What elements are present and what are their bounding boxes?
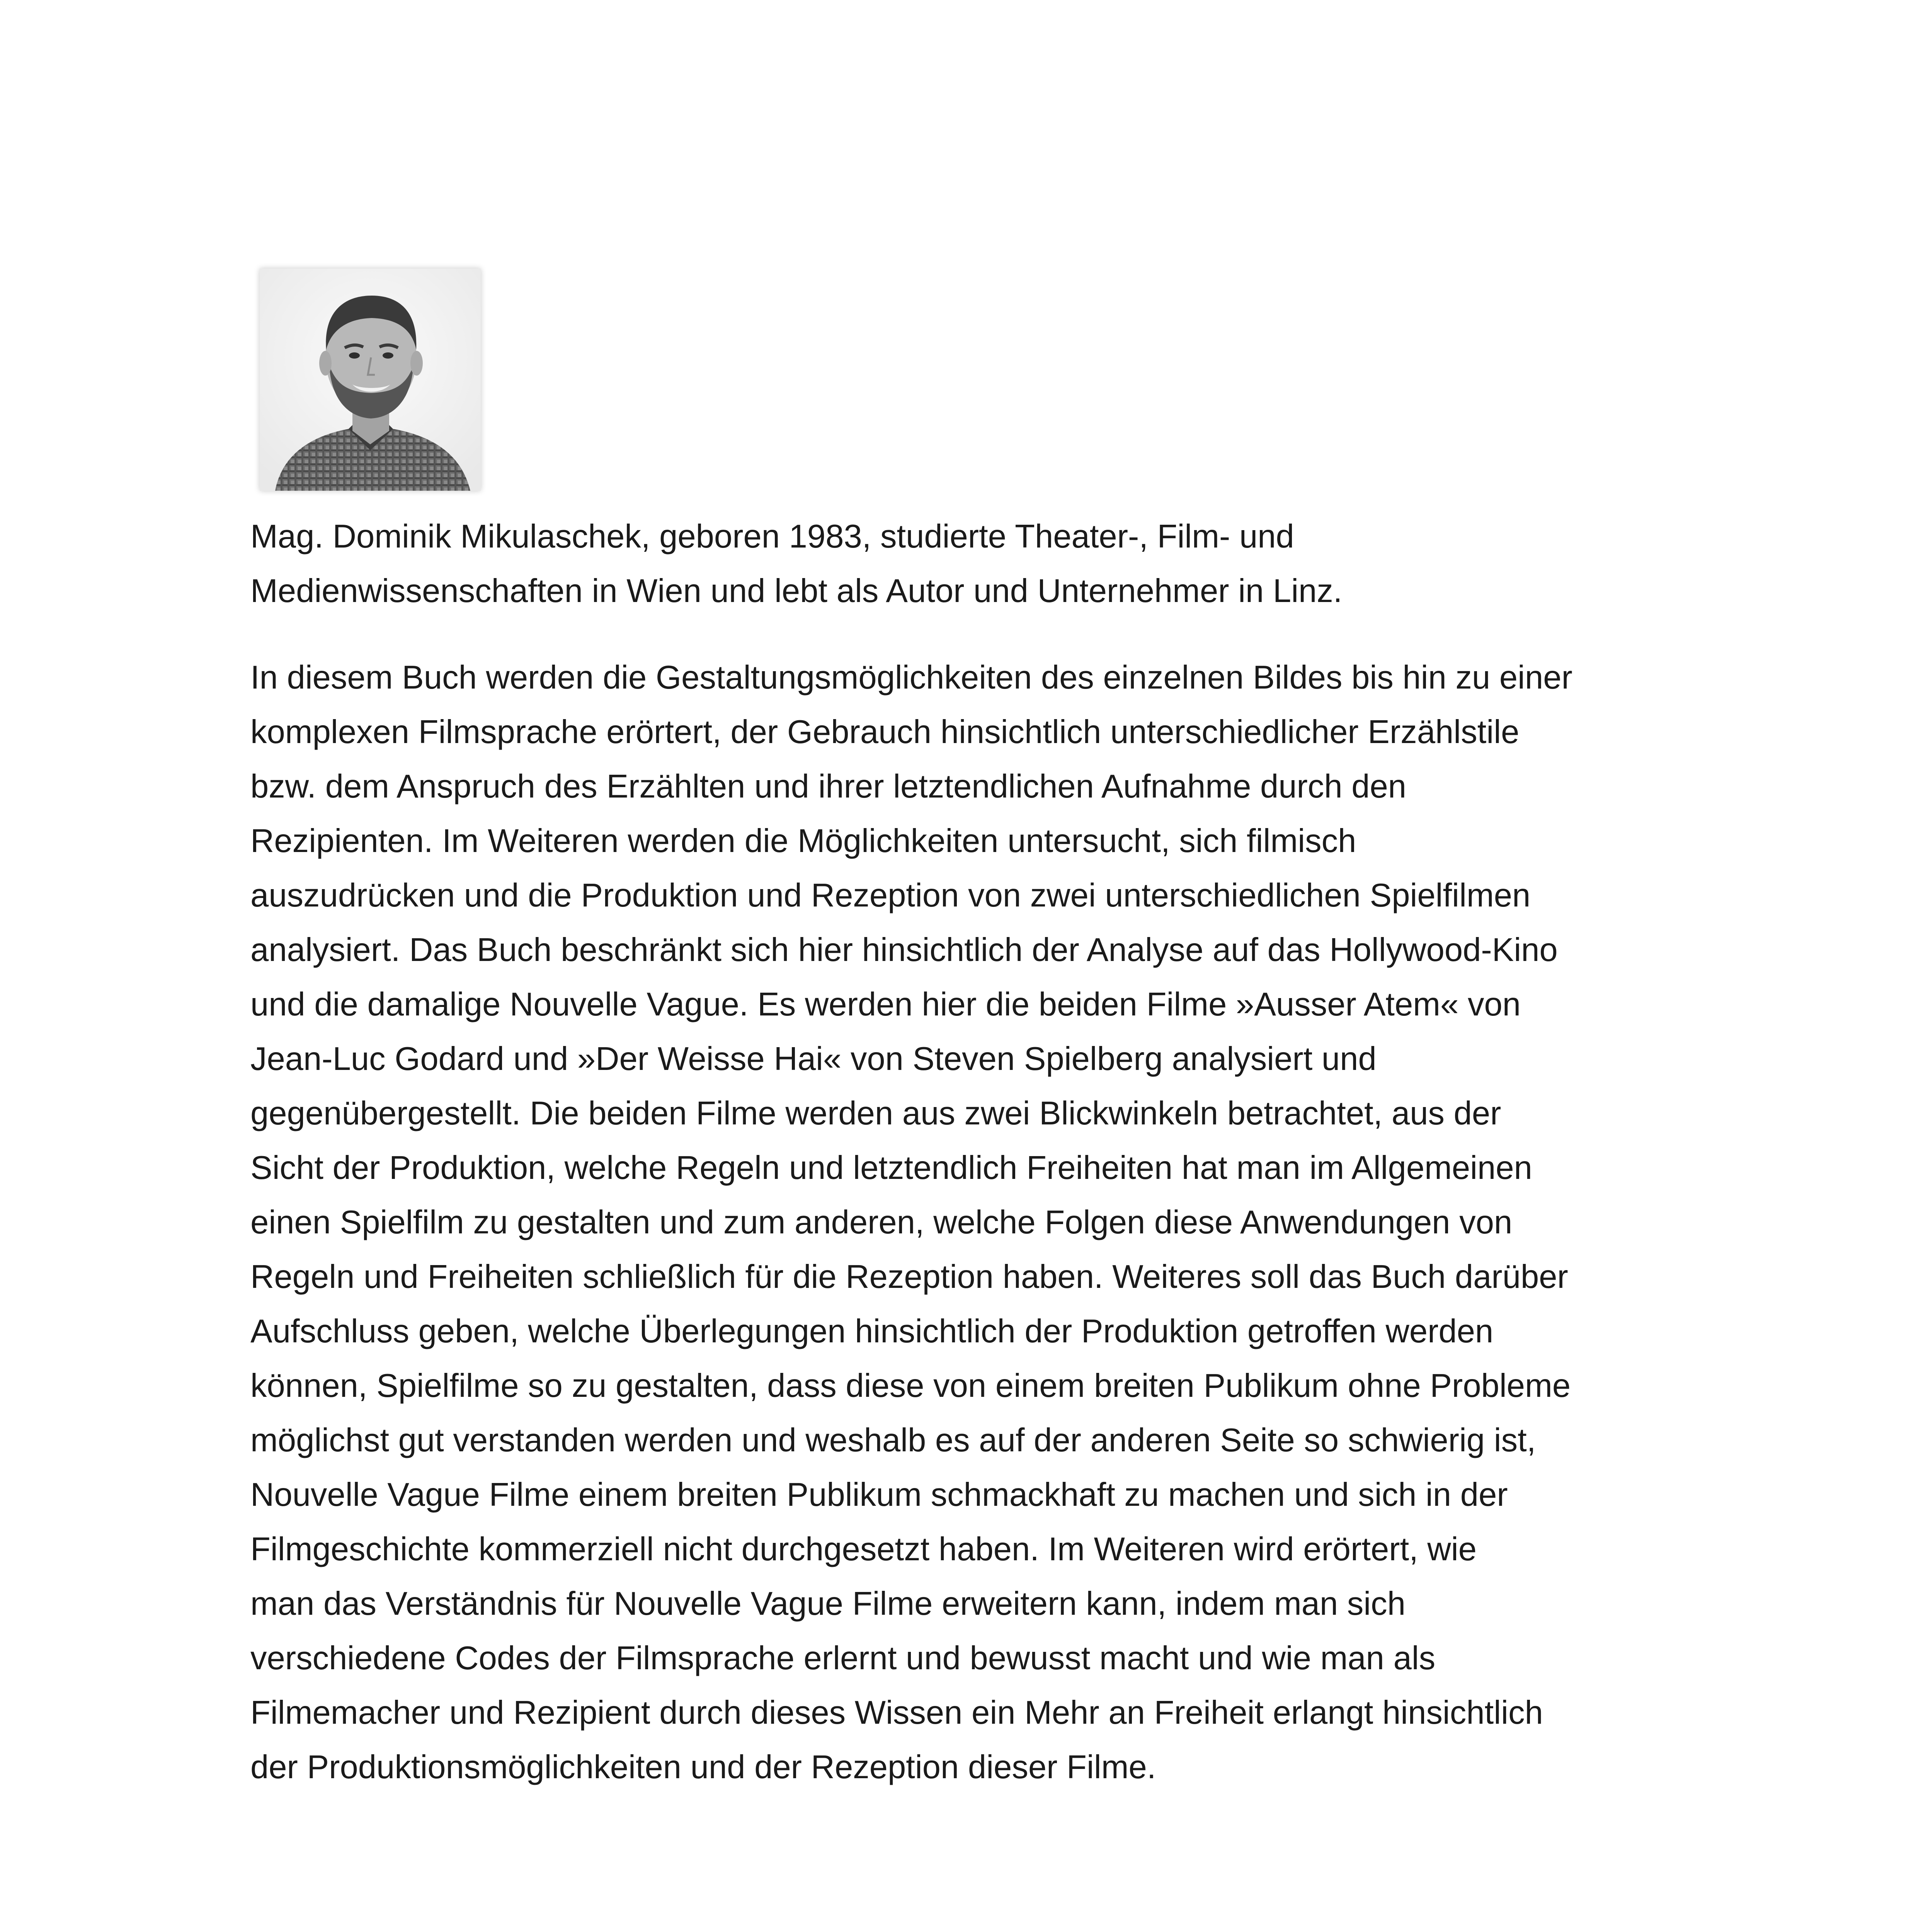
author-bio-line: Mag. Dominik Mikulaschek, geboren 1983, studierte Theater-, Film- und [250,518,1294,555]
description-line: bzw. dem Anspruch des Erzählten und ihrer letztendlichen Aufnahme durch den [250,768,1407,805]
author-photo [260,269,481,491]
description-line: einen Spielfilm zu gestalten und zum anderen, welche Folgen diese Anwendungen von [250,1204,1513,1241]
description-line: können, Spielfilme so zu gestalten, dass diese von einem breiten Publikum ohne Probleme [250,1367,1571,1404]
description-line: man das Verständnis für Nouvelle Vague Filme erweitern kann, indem man sich [250,1585,1406,1622]
description-line: Jean-Luc Godard und »Der Weisse Hai« von Steven Spielberg analysiert und [250,1041,1377,1077]
description-line: gegenübergestellt. Die beiden Filme werden aus zwei Blickwinkeln betrachtet, aus der [250,1095,1501,1132]
description-line: In diesem Buch werden die Gestaltungsmöglichkeiten des einzelnen Bildes bis hin zu einer [250,659,1572,696]
description-line: auszudrücken und die Produktion und Rezeption von zwei unterschiedlichen Spielfilmen [250,877,1531,914]
author-bio [250,509,1719,618]
description-line: Filmgeschichte kommerziell nicht durchgesetzt haben. Im Weiteren wird erörtert, wie [250,1531,1477,1568]
description-line: verschiedene Codes der Filmsprache erlernt und bewusst macht und wie man als [250,1640,1436,1677]
description-line: Nouvelle Vague Filme einem breiten Publikum schmackhaft zu machen und sich in der [250,1476,1508,1513]
description-line: der Produktionsmöglichkeiten und der Rezeption dieser Filme. [250,1749,1156,1786]
description-line: Regeln und Freiheiten schließlich für die Rezeption haben. Weiteres soll das Buch darüber [250,1259,1568,1295]
book-description [250,650,1719,1794]
description-line: und die damalige Nouvelle Vague. Es werden hier die beiden Filme »Ausser Atem« von [250,986,1521,1023]
description-line: Sicht der Produktion, welche Regeln und letztendlich Freiheiten hat man im Allgemeinen [250,1150,1532,1186]
author-bio-line: Medienwissenschaften in Wien und lebt als Autor und Unternehmer in Linz. [250,573,1343,609]
description-line: Filmemacher und Rezipient durch dieses Wissen ein Mehr an Freiheit erlangt hinsichtlich [250,1694,1543,1731]
description-line: komplexen Filmsprache erörtert, der Gebrauch hinsichtlich unterschiedlicher Erzählstile [250,714,1520,750]
description-line: Aufschluss geben, welche Überlegungen hinsichtlich der Produktion getroffen werden [250,1313,1494,1350]
author-portrait-icon [260,269,481,491]
description-line: möglichst gut verstanden werden und weshalb es auf der anderen Seite so schwierig ist, [250,1422,1536,1459]
description-line: analysiert. Das Buch beschränkt sich hier hinsichtlich der Analyse auf das Hollywood-Kino [250,932,1558,968]
description-line: Rezipienten. Im Weiteren werden die Möglichkeiten untersucht, sich filmisch [250,823,1356,859]
